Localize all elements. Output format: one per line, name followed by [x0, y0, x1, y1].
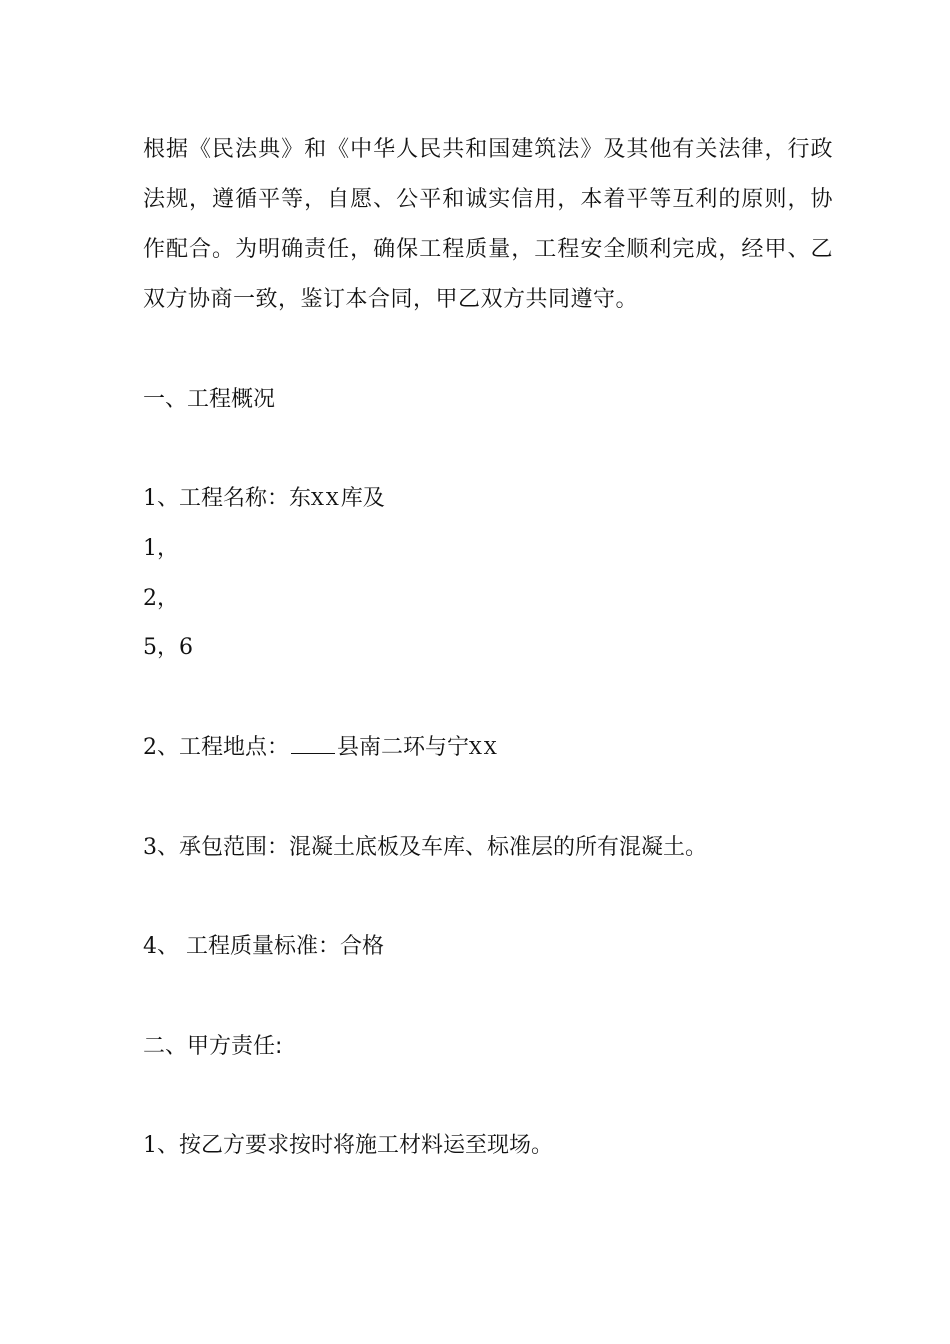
- intro-paragraph: 根据《民法典》和《中华人民共和国建筑法》及其他有关法律，行政法规，遵循平等，自愿、公平和诚实信用，本着平等互利的原则，协作配合。为明确责任，确保工程质量，工程安全顺利完成，经甲、乙双方协商一致，鉴订本合同，甲乙双方共同遵守。: [143, 137, 833, 312]
- quality-standard-line: [143, 932, 863, 962]
- sub-item-3: 5，6: [143, 635, 193, 660]
- project-name-value-suffix: 库及: [340, 486, 385, 511]
- blank-underline: [291, 735, 335, 754]
- party-a-duty-1: [143, 1131, 863, 1161]
- item-separator: 、: [157, 486, 180, 511]
- item-separator: 、: [157, 1133, 180, 1158]
- project-name-label: 工程名称：: [179, 486, 290, 511]
- quality-standard-value: 合格: [340, 934, 385, 959]
- contract-scope-line: [143, 833, 863, 863]
- item-separator: 、: [157, 835, 180, 860]
- project-name-placeholder: XX: [311, 489, 341, 510]
- party-a-duty-1-text: 按乙方要求按时将施工材料运至现场。: [179, 1133, 554, 1158]
- project-location-label: 工程地点：: [179, 735, 290, 760]
- section-1-heading: 一、工程概况: [143, 387, 276, 412]
- item-number: 1: [143, 1133, 157, 1158]
- quality-standard-label: 工程质量标准：: [186, 934, 341, 959]
- item-separator: 、: [157, 735, 180, 760]
- item-number: 3: [143, 835, 157, 860]
- contract-scope-value: 混凝土底板及车库、标准层的所有混凝土。: [289, 835, 708, 860]
- item-number: 4: [143, 934, 157, 959]
- project-location-value: 县南二环与宁: [337, 735, 470, 760]
- project-name-line: [143, 484, 863, 515]
- contract-scope-label: 承包范围：: [179, 835, 290, 860]
- item-separator: 、: [157, 934, 186, 959]
- sub-item-2: 2，: [143, 586, 179, 611]
- project-name-value-prefix: 东: [289, 486, 312, 511]
- project-location-line: [143, 733, 863, 764]
- project-location-placeholder: XX: [469, 738, 499, 759]
- item-number: 1: [143, 486, 157, 511]
- section-2-heading: 二、甲方责任:: [143, 1034, 283, 1059]
- item-number: 2: [143, 735, 157, 760]
- sub-item-1: 1，: [143, 536, 179, 561]
